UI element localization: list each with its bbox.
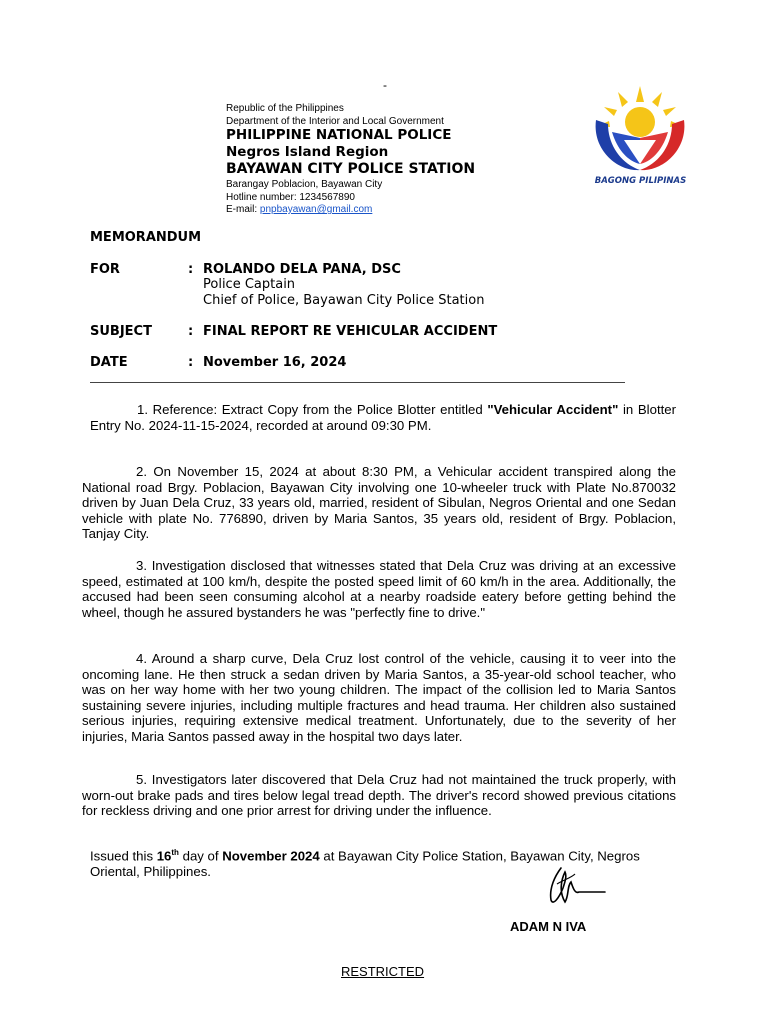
letterhead-department: Department of the Interior and Local Government [226, 115, 444, 127]
p1-part-a: 1. Reference: Extract Copy from the Police Blotter entitled [137, 402, 488, 417]
p1-part-c: in Blotter Entry No. 2024-11-15-2024, recorded at around 09:30 PM. [90, 402, 676, 433]
letterhead-pnp: PHILIPPINE NATIONAL POLICE [226, 127, 452, 143]
p2-text: 2. On November 15, 2024 at about 8:30 PM, a Vehicular accident transpired along the National road Brgy. Poblacion, Bayawan City involving one 10-wheeler truck with Plate No.870032 driven by Juan Dela Cruz, 33 years old, married, resident of Sibulan, Negros Oriental and one Sedan vehicle with plate No. 776890, driven by Maria Santos, 35 years old, resident of Brgy. Poblacion, Tanjay City. [82, 464, 676, 541]
letterhead-station: BAYAWAN CITY POLICE STATION [226, 161, 476, 177]
paragraph-1-body [90, 402, 676, 433]
issued-day-suffix: th [171, 848, 179, 857]
header-divider [90, 382, 625, 383]
subject-label: SUBJECT [90, 324, 152, 339]
issued-statement: Issued this 16th day of November 2024 at Bayawan City Police Station, Bayawan City, Negros Oriental, Philippines. [90, 848, 640, 880]
for-label: FOR [90, 262, 120, 277]
paragraph-4 [82, 651, 676, 744]
letterhead [226, 104, 475, 218]
logo-emblem-icon [578, 80, 703, 180]
for-colon: : [188, 262, 194, 277]
date-colon: : [188, 355, 194, 370]
letterhead-region: Negros Island Region [226, 143, 389, 160]
paragraph-3 [82, 558, 676, 620]
for-position: Chief of Police, Bayawan City Police Station [203, 293, 485, 308]
subject-text: FINAL REPORT RE VEHICULAR ACCIDENT [203, 324, 498, 339]
letterhead-email-line [226, 205, 475, 218]
date-label: DATE [90, 355, 128, 370]
p3-text: 3. Investigation disclosed that witnesses stated that Dela Cruz was driving at an excessive speed, estimated at 100 km/h, despite the posted speed limit of 60 km/h in the area. Additionally, the accused had been seen consuming alcohol at a nearby roadside eatery before getting behind the wheel, though he assured bystanders he was "perfectly fine to drive." [82, 558, 676, 620]
memo-title: MEMORANDUM [90, 230, 202, 245]
paragraph-5 [82, 772, 676, 819]
email-label: E-mail: [226, 204, 260, 215]
issued-month: November 2024 [222, 848, 320, 864]
email-link[interactable]: pnpbayawan@gmail.com [259, 204, 373, 215]
logo-text: BAGONG PILIPINAS [594, 176, 687, 186]
restricted-footer: RESTRICTED [341, 964, 425, 979]
top-mark: - [383, 78, 387, 92]
subject-colon: : [188, 324, 194, 339]
for-name: ROLANDO DELA PANA, DSC [203, 262, 401, 277]
signatory-name: ADAM N IVA [510, 919, 587, 934]
letterhead-address: Barangay Poblacion, Bayawan City [226, 179, 383, 190]
paragraph-2 [82, 464, 676, 542]
letterhead-hotline: Hotline number: 1234567890 [226, 191, 355, 203]
p4-text: 4. Around a sharp curve, Dela Cruz lost control of the vehicle, causing it to veer into the oncoming lane. He then struck a sedan driven by Maria Santos, a 35-year-old school teacher, who was on her way home with her two young children. The impact of the collision led to Maria Santos sustaining severe injuries, including multiple fractures and head trauma. Her children also sustained serious injuries, requiring extensive medical treatment. Unfortunately, due to the severity of her injuries, Maria Santos passed away in the hospital two days later. [82, 651, 676, 744]
bagong-pilipinas-logo [578, 80, 703, 195]
p1-blotter-title: "Vehicular Accident" [487, 402, 619, 417]
letterhead-republic: Republic of the Philippines [226, 103, 344, 114]
for-rank: Police Captain [203, 277, 296, 292]
issued-day: 16 [156, 848, 172, 864]
signature-icon [545, 862, 607, 908]
date-value: November 16, 2024 [203, 355, 347, 370]
p5-text: 5. Investigators later discovered that Dela Cruz had not maintained the truck properly, with worn-out brake pads and tires below legal tread depth. The driver's record showed previous citations for reckless driving and one prior arrest for driving under the influence. [82, 772, 676, 818]
